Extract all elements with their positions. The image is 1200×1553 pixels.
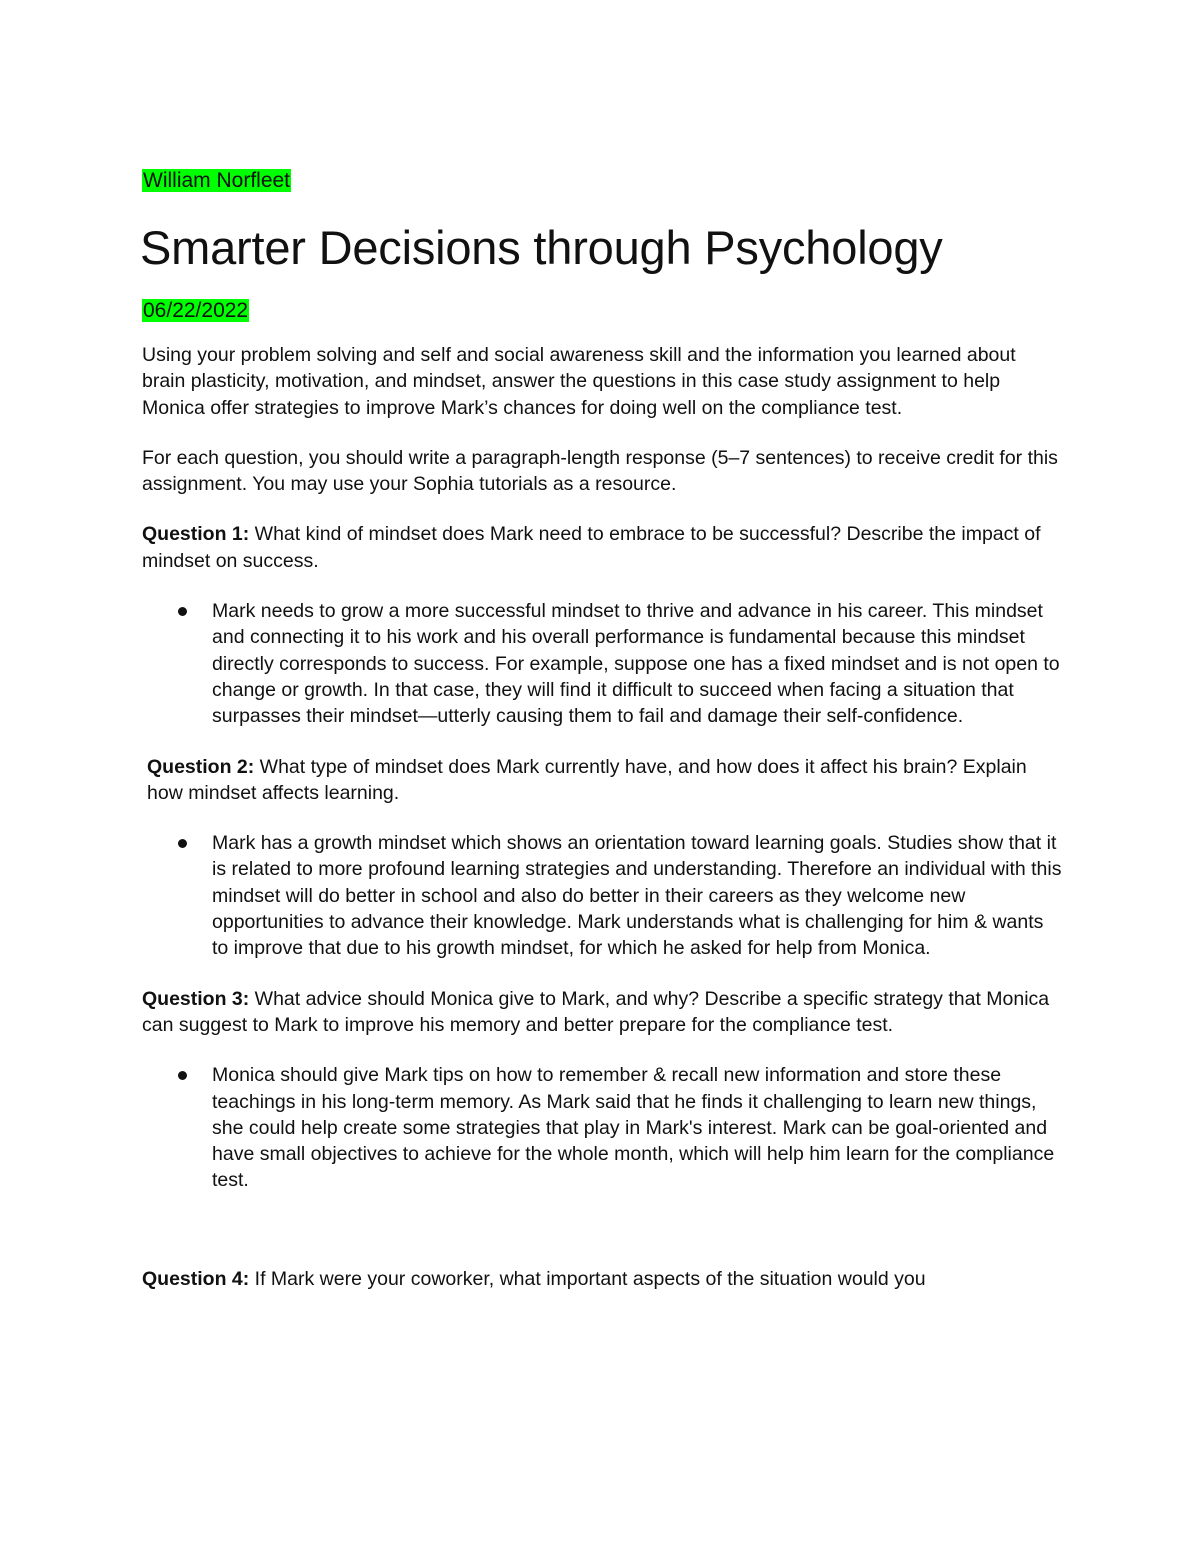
question-4-text: If Mark were your coworker, what important aspects of the situation would you	[249, 1267, 926, 1290]
answer-list-2	[142, 830, 1062, 961]
question-3-label: Question 3:	[142, 987, 250, 1010]
answer-2-text: Mark has a growth mindset which shows an orientation toward learning goals. Studies show that it is related to more profound learning strategies and understanding. Therefore an individual with this mindset will do better in school and also do better in their careers as they welcome new opportunities to advance their knowledge. Mark understands what is challenging for him & wants to improve that due to his growth mindset, for which he asked for help from Monica.	[212, 832, 1062, 960]
author-name	[142, 164, 1062, 198]
answer-1-text: Mark needs to grow a more successful mindset to thrive and advance in his career. This mindset and connecting it to his work and his overall performance is fundamental because this mindset directly corresponds to success. For example, suppose one has a fixed mindset and is not open to change or growth. In that case, they will find it difficult to succeed when facing a situation that surpasses their mindset—utterly causing them to fail and damage their self-confidence.	[212, 600, 1060, 728]
question-4	[142, 1266, 1062, 1292]
answer-3	[212, 1062, 1062, 1193]
question-1	[142, 521, 1062, 574]
bullet-icon	[178, 1071, 187, 1080]
bullet-icon	[178, 607, 187, 616]
question-1-label: Question 1:	[142, 523, 250, 546]
document-date	[142, 294, 1062, 328]
question-4-label: Question 4:	[142, 1267, 250, 1290]
intro-paragraph-2: For each question, you should write a paragraph-length response (5–7 sentences) to receive credit for this assignment. You may use your Sophia tutorials as a resource.	[142, 446, 1058, 496]
answer-list-1	[142, 598, 1062, 729]
document-title: Smarter Decisions through Psychology	[140, 221, 943, 274]
author-highlight: William Norfleet	[143, 169, 291, 192]
intro-paragraph-1: Using your problem solving and self and social awareness skill and the information you learned about brain plasticity, motivation, and mindset, answer the questions in this case study assignment to help Monica offer strategies to improve Mark’s chances for doing well on the compliance test.	[142, 344, 1016, 419]
question-3-text: What advice should Monica give to Mark, and why? Describe a specific strategy that Monica can suggest to Mark to improve his memory and better prepare for the compliance test.	[142, 987, 1050, 1036]
question-2	[142, 754, 1062, 807]
answer-3-text: Monica should give Mark tips on how to remember & recall new information and store these teachings in his long-term memory. As Mark said that he finds it challenging to learn new things, she could help create some strategies that play in Mark's interest. Mark can be goal-oriented and have small objectives to achieve for the whole month, which will help him learn for the compliance test.	[212, 1064, 1055, 1192]
answer-list-3	[142, 1062, 1062, 1193]
answer-2	[212, 830, 1062, 961]
bullet-icon	[178, 839, 187, 848]
question-3	[142, 986, 1062, 1039]
question-2-text: What type of mindset does Mark currently have, and how does it affect his brain? Explain how mindset affects learning.	[147, 755, 1027, 804]
question-1-text: What kind of mindset does Mark need to embrace to be successful? Describe the impact of mindset on success.	[142, 523, 1041, 572]
question-2-label: Question 2:	[147, 755, 255, 778]
answer-1	[212, 598, 1062, 729]
date-highlight: 06/22/2022	[143, 299, 249, 322]
document-page	[142, 160, 1062, 1292]
